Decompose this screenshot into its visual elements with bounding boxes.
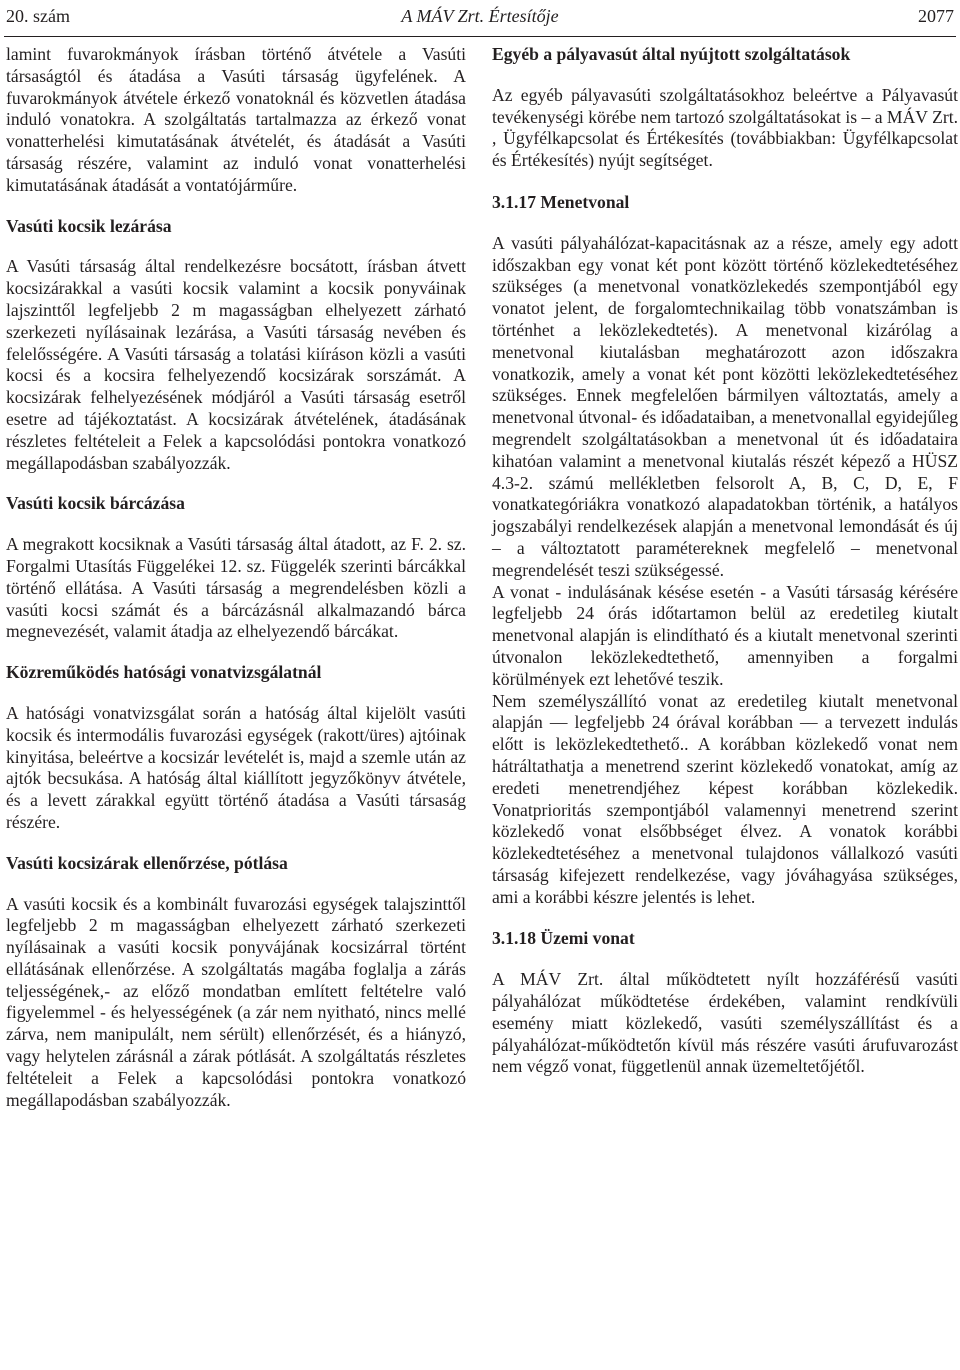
heading-kocsizarak-ellenorzese: Vasúti kocsizárak ellenőrzése, pótlása: [6, 852, 288, 873]
heading-kocsik-lezarasa: Vasúti kocsik lezárása: [6, 215, 172, 236]
left-column: [6, 44, 466, 1111]
paragraph-hatosagi-vonatvizsgalat: A hatósági vonatvizsgálat során a hatóság által kijelölt vasúti kocsik és intermodális fuvarozási egységek (rakott/üres) ajtóinak kinyitása, beleértve a kocsizár levételét is, majd a szemle után az ajtók becsukása. A hatóság által kiállított jegyzőkönyv átvétele, és a levett zárakkal együtt történő átadása a Vasúti társaság részére.: [6, 702, 466, 832]
heading-hatosagi-vonatvizsgalat: Közreműködés hatósági vonatvizsgálatnál: [6, 662, 322, 683]
journal-title: A MÁV Zrt. Értesítője: [401, 6, 559, 26]
paragraph-egyeb-szolgaltatasok: Az egyéb pályavasúti szolgáltatásokhoz beleértve a Pályavasút tevékenységi körébe nem tartozó szolgáltatásokat is – a MÁV Zrt. , Ügyfélkapcsolat és Értékesítés (továbbiakban: Ügyfélkapcsolat és Értékesítés) nyújt segítséget.: [492, 84, 958, 171]
intro-paragraph: lamint fuvarokmányok írásban történő átvétele a Vasúti társaságtól és átadása a Vasúti társaság ügyfelének. A fuvarokmányok átvétele érkező vonatoknál és közvetlen átadása induló vonatokra. A szolgáltatás tartalmazza az érkező vonat vonatterhelési kimutatásának átvételét, és átadását a Vasúti társaság részére, valamint az induló vonat vonatterhelési kimutatásának átadását a vontatójárműre.: [6, 44, 466, 195]
paragraph-kocsizarak-ellenorzese: A vasúti kocsik és a kombinált fuvarozási egységek talajszinttől legfeljebb 2 m magasságban elhelyezett zárható szerkezeti nyílásainak a vasúti kocsik ponyvájának kocsizárral történt ellátásának ellenőrzése. A szolgáltatás magába foglalja a zárás teljességének,- az előző mondatban említett feltételre való figyelemmel - és helyességének (a zár nem nyitható, nincs mellé zárva, nem manipulált, nem sérült) ellenőrzését, és a hiányzó, vagy helytelen zárásnál a zárak pótlását. A szolgáltatás részletes feltételeit a Felek a kapcsolódási pontokra vonatkozó megállapodásban szabályozzák.: [6, 893, 466, 1110]
heading-menetvonal: 3.1.17 Menetvonal: [492, 191, 630, 212]
page-header: [0, 0, 960, 34]
page-number: 2077: [918, 6, 954, 26]
right-column: [492, 44, 958, 1078]
paragraph-menetvonal-3: Nem személyszállító vonat az eredetileg kiutalt menetvonal alapján — legfeljebb 24 órával korábban — a tervezett indulás előtt is leközlekedtethető.. A korábban közlekedő vonat nem hátráltathatja a menetrend szerint közlekedő vonatokat, amíg az eredeti menetrendjéhez képest korábban közlekedik. Vonatprioritás szempontjából valamennyi menetrend szerint közlekedő vonat elsőbbséget élvez. A vonatok korábbi közlekedtetéséhez a menetvonal tulajdonos vállalkozó vasúti társaság kifejezett rendelkezése, vagy jóváhagyása szükséges, ami a korábbi készre jelentés is lehet.: [492, 690, 958, 907]
paragraph-kocsik-barcazasa: A megrakott kocsiknak a Vasúti társaság által átadott, az F. 2. sz. Forgalmi Utasítás Függelékei 12. sz. Függelék szerinti bárcákkal történő ellátása. A Vasúti társaság a megrendelésben közli a vasúti kocsi számát és a bárcázásnál alkalmazandó bárca megnevezését, valamit átadja az elhelyezendő bárcákat.: [6, 534, 466, 642]
heading-egyeb-szolgaltatasok: Egyéb a pályavasút által nyújtott szolgáltatások: [492, 44, 851, 64]
paragraph-uzemi-vonat: A MÁV Zrt. által működtetett nyílt hozzáférésű vasúti pályahálózat működtetése érdekében, valamint rendkívüli esemény miatt közlekedő, vasúti személyszállítást és a pályahálózat-működtetőn kívül más részére vasúti árufuvarozást nem végző vonat, függetlenül annak üzemeltetőjétől.: [492, 969, 958, 1077]
header-divider: [4, 36, 956, 37]
issue-number: 20. szám: [6, 6, 70, 26]
paragraph-menetvonal-2: A vonat - indulásának késése esetén - a Vasúti társaság kérésére legfeljebb 24 órás időtartamon belül az eredetileg kiutalt menetvonal alapján is elindítható és a kiutalt menetvonal szerinti útvonalon leközlekedtethető, amennyiben a forgalmi körülmények ezt lehetővé teszik.: [492, 581, 958, 689]
paragraph-kocsik-lezarasa: A Vasúti társaság által rendelkezésre bocsátott, írásban átvett kocsizárakkal a vasúti kocsik valamint a kocsik ponyváinak lajszinttől legfeljebb 2 m magasságban elhelyezett zárható szerkezeti nyílásainak lezárása, a Vasúti társaság nevében és felelősségére. A Vasúti társaság a tolatási kiíráson közli a vasúti kocsi és a kocsira felhelyezendő kocsizárak sorszámát. A kocsizárak felhelyezésének módjáról a Vasúti társaság esetről esetre ad tájékoztatást. A kocsizárak átvételének, átadásának részletes feltételeit a Felek a kapcsolódási pontokra vonatkozó megállapodásban szabályozzák.: [6, 256, 466, 473]
heading-uzemi-vonat: 3.1.18 Üzemi vonat: [492, 928, 635, 949]
paragraph-menetvonal-1: A vasúti pályahálózat-kapacitásnak az a része, amely egy adott időszakban egy vonat két pont között történő közlekedtetéséhez szükséges (a menetvonal vonatközlekedés szempontjából egy vonatot jelent, de forgalomtechnikailag több vonatszámban is történhet a leközlekedtetés). A menetvonal kizárólag a menetvonal kiutalásban meghatározott azon időszakra vonatkozik, amely a vonat két pont közötti leközlekedtetéséhez szükséges. Ennek megfelelően bármilyen változtatás, amely a menetvonal útvonal- és időadataiban, a menetvonallal egyidejűleg megrendelt szolgáltatásokban a menetvonal út és időadataira kihatóan valamint a menetvonal kiutalás részét képező a HÜSZ 4.3-2. számú mellékletben felsorolt A, B, C, D, E, F vonatkategóriákra vonatkozó alapadatokban történik, a hatályos jogszabályi rendelkezések alapján a menetvonal lemondását és új – a változtatott paramétereknek megfelelő – menetvonal megrendelését teszi szükségessé.: [492, 232, 958, 580]
heading-kocsik-barcazasa: Vasúti kocsik bárcázása: [6, 493, 185, 514]
